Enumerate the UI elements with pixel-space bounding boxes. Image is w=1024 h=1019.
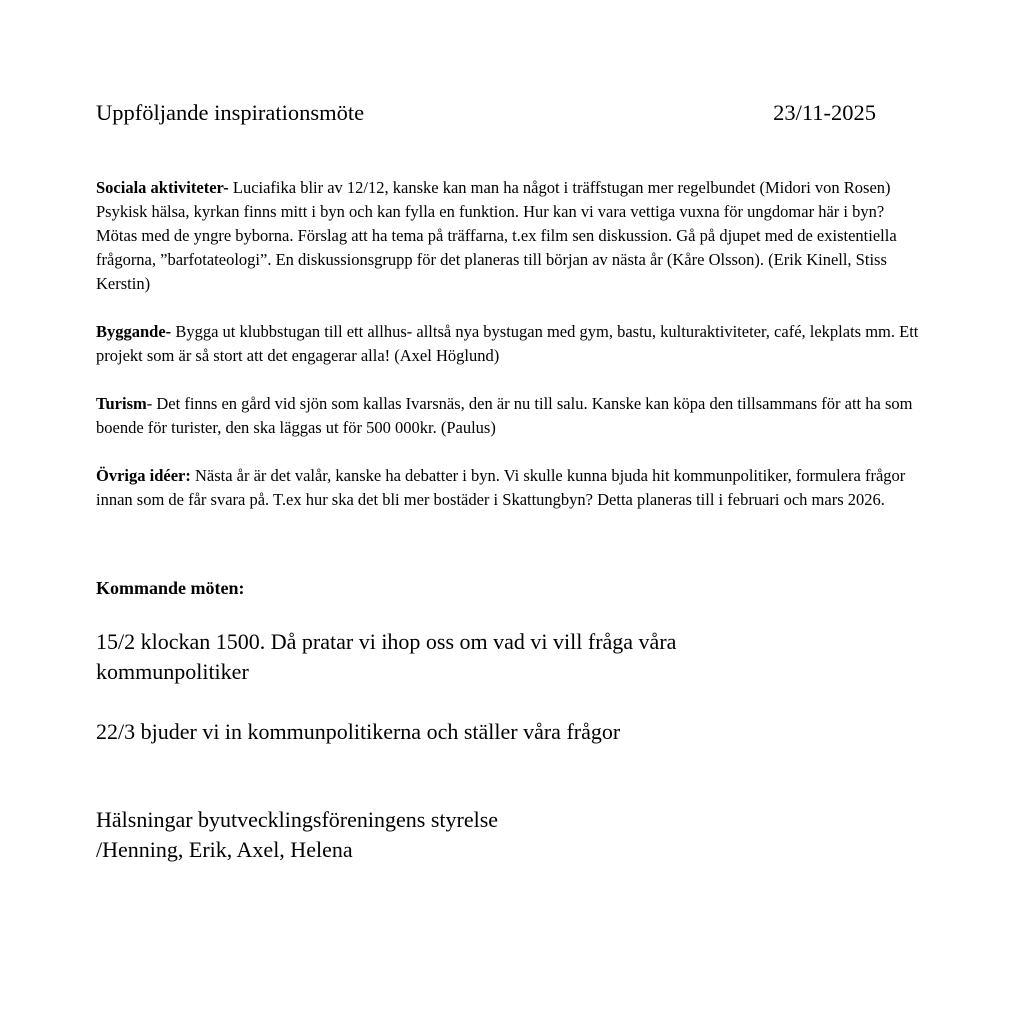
- paragraph-byggande: [96, 320, 925, 368]
- upcoming-meetings-heading: Kommande möten:: [96, 578, 245, 598]
- meeting-item-2: 22/3 bjuder vi in kommunpolitikerna och ställer våra frågor: [96, 718, 621, 744]
- signoff-names: /Henning, Erik, Axel, Helena: [96, 836, 353, 862]
- paragraph-ovriga-ideer: [96, 464, 925, 512]
- paragraph-lead-turism: Turism: [96, 394, 147, 413]
- paragraph-text-sociala-aktiviteter: Luciafika blir av 12/12, kanske kan man ha något i träffstugan mer regelbundet (Midori von Rosen) Psykisk hälsa, kyrkan finns mitt i byn och kan fylla en funktion. Hur kan vi vara vettiga vuxna för ungdomar här i byn? Mötas med de yngre byborna. Förslag att ha tema på träffarna, t.ex film sen diskussion. Gå på djupet med de existentiella frågorna, ”barfotateologi”. En diskussionsgrupp för det planeras till början av nästa år (Kåre Olsson). (Erik Kinell, Stiss Kerstin): [96, 178, 897, 293]
- meeting-notes-section: [96, 176, 925, 512]
- paragraph-turism: [96, 392, 925, 440]
- paragraph-text-ovriga-ideer: Nästa år är det valår, kanske ha debatter i byn. Vi skulle kunna bjuda hit kommunpolitiker, formulera frågor innan som de får svara på. T.ex hur ska det bli mer bostäder i Skattungbyn? Detta planeras till i februari och mars 2026.: [96, 466, 906, 509]
- paragraph-text-byggande: Bygga ut klubbstugan till ett allhus- alltså nya bystugan med gym, bastu, kulturaktiviteter, café, lekplats mm. Ett projekt som är så stort att det engagerar alla! (Axel Höglund): [96, 322, 919, 365]
- paragraph-lead-byggande: Byggande-: [96, 322, 172, 341]
- paragraph-lead-sociala-aktiviteter: Sociala aktiviteter-: [96, 178, 229, 197]
- page-title: Uppföljande inspirationsmöte: [96, 100, 365, 125]
- signoff: [96, 805, 925, 865]
- paragraph-text-turism: - Det finns en gård vid sjön som kallas Ivarsnäs, den är nu till salu. Kanske kan köpa den tillsammans för att ha som boende för turister, den ska läggas ut för 500 000kr. (Paulus): [96, 394, 913, 437]
- signoff-greeting: Hälsningar byutvecklingsföreningens styrelse: [96, 806, 499, 832]
- document-date: 23/11-2025: [773, 100, 876, 125]
- document-header: [96, 99, 925, 126]
- meeting-item-1: 15/2 klockan 1500. Då pratar vi ihop oss om vad vi vill fråga våra kommunpolitiker: [96, 628, 677, 684]
- paragraph-sociala-aktiviteter: [96, 176, 925, 296]
- paragraph-lead-ovriga-ideer: Övriga idéer:: [96, 466, 191, 485]
